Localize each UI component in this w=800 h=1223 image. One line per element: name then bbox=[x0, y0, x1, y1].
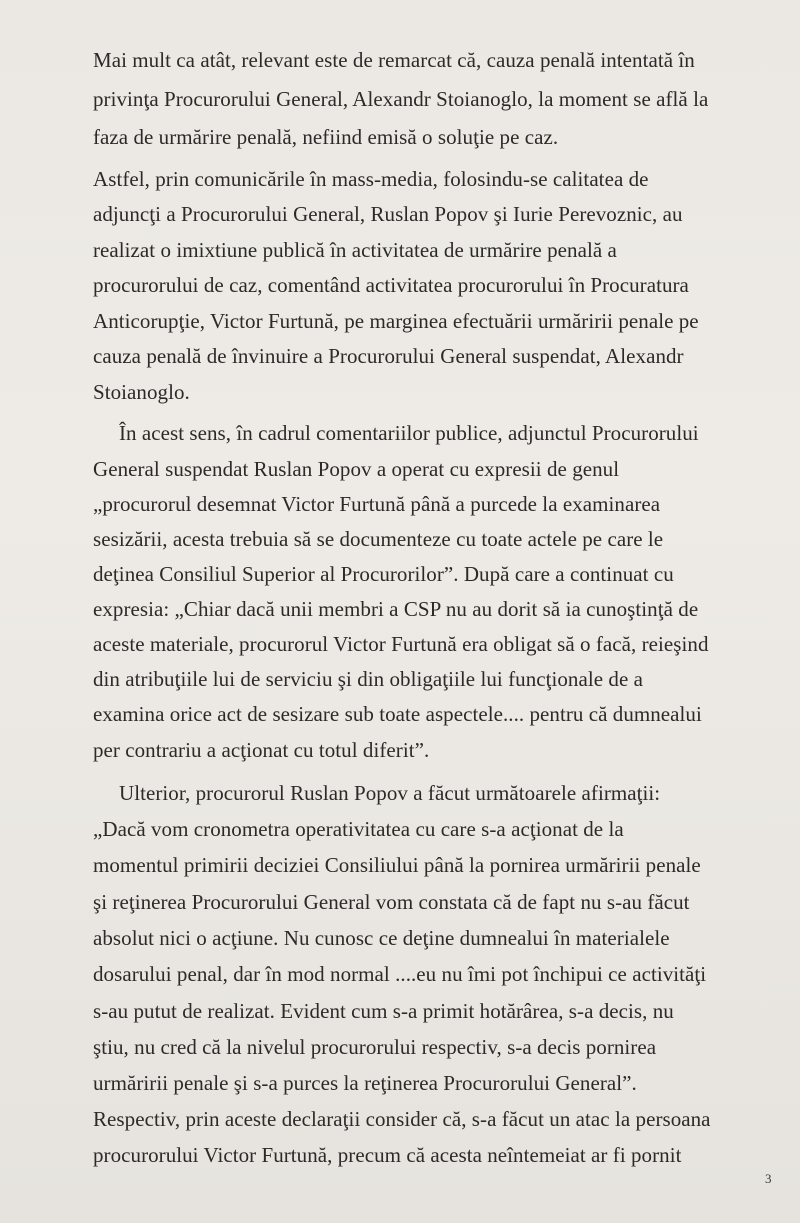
text-line: Astfel, prin comunicările în mass-media, folosindu-se calitatea de bbox=[93, 167, 649, 191]
text-line: ştiu, nu cred că la nivelul procurorului respectiv, s-a decis pornirea bbox=[93, 1035, 657, 1059]
text-line: aceste materiale, procurorul Victor Furtună era obligat să o facă, reieşind bbox=[93, 632, 709, 656]
text-line: dosarului penal, dar în mod normal ....eu nu îmi pot închipui ce activităţi bbox=[93, 962, 707, 986]
text-line: „Dacă vom cronometra operativitatea cu care s-a acţionat de la bbox=[93, 817, 624, 841]
text-line: urmăririi penale şi s-a purces la reţinerea Procurorului General”. bbox=[93, 1071, 637, 1095]
text-line: s-au putut de realizat. Evident cum s-a primit hotărârea, s-a decis, nu bbox=[93, 999, 674, 1023]
text-line: „procurorul desemnat Victor Furtună până a purcede la examinarea bbox=[93, 492, 661, 516]
page-number: 3 bbox=[765, 1171, 772, 1186]
text-line: absolut nici o acţiune. Nu cunosc ce deţine dumnealui în materialele bbox=[93, 926, 670, 950]
text-line: sesizării, acesta trebuia să se documenteze cu toate actele pe care le bbox=[93, 527, 664, 551]
text-line: momentul primirii deciziei Consiliului până la pornirea urmăririi penale bbox=[93, 853, 701, 877]
text-line: În acest sens, în cadrul comentariilor publice, adjunctul Procurorului bbox=[119, 421, 699, 445]
text-line: Anticorupţie, Victor Furtună, pe marginea efectuării urmăririi penale pe bbox=[93, 309, 699, 333]
text-line: adjuncţi a Procurorului General, Ruslan Popov şi Iurie Perevoznic, au bbox=[93, 202, 683, 226]
text-line: privinţa Procurorului General, Alexandr Stoianoglo, la moment se află la bbox=[93, 87, 709, 111]
text-line: expresia: „Chiar dacă unii membri a CSP nu au dorit să ia cunoştinţă de bbox=[93, 597, 699, 621]
text-line: procurorului de caz, comentând activitatea procurorului în Procuratura bbox=[93, 273, 689, 297]
text-line: deţinea Consiliul Superior al Procurorilor”. După care a continuat cu bbox=[93, 562, 674, 586]
text-line: Respectiv, prin aceste declaraţii consider că, s-a făcut un atac la persoana bbox=[93, 1107, 711, 1131]
text-line: per contrariu a acţionat cu totul diferit”. bbox=[93, 738, 430, 762]
text-line: şi reţinerea Procurorului General vom constata că de fapt nu s-au făcut bbox=[93, 890, 690, 914]
text-line: Stoianoglo. bbox=[93, 380, 190, 404]
text-line: Mai mult ca atât, relevant este de remarcat că, cauza penală intentată în bbox=[93, 48, 695, 72]
text-line: General suspendat Ruslan Popov a operat cu expresii de genul bbox=[93, 457, 620, 481]
text-line: faza de urmărire penală, nefiind emisă o soluţie pe caz. bbox=[93, 125, 559, 149]
text-line: Ulterior, procurorul Ruslan Popov a făcut următoarele afirmaţii: bbox=[119, 781, 661, 805]
text-line: procurorului Victor Furtună, precum că acesta neîntemeiat ar fi pornit bbox=[93, 1143, 682, 1167]
text-line: examina orice act de sesizare sub toate aspectele.... pentru că dumnealui bbox=[93, 702, 702, 726]
text-line: cauza penală de învinuire a Procurorului General suspendat, Alexandr bbox=[93, 344, 684, 368]
text-line: realizat o imixtiune publică în activitatea de urmărire penală a bbox=[93, 238, 617, 262]
text-line: din atribuţiile lui de serviciu şi din obligaţiile lui funcţionale de a bbox=[93, 667, 644, 691]
